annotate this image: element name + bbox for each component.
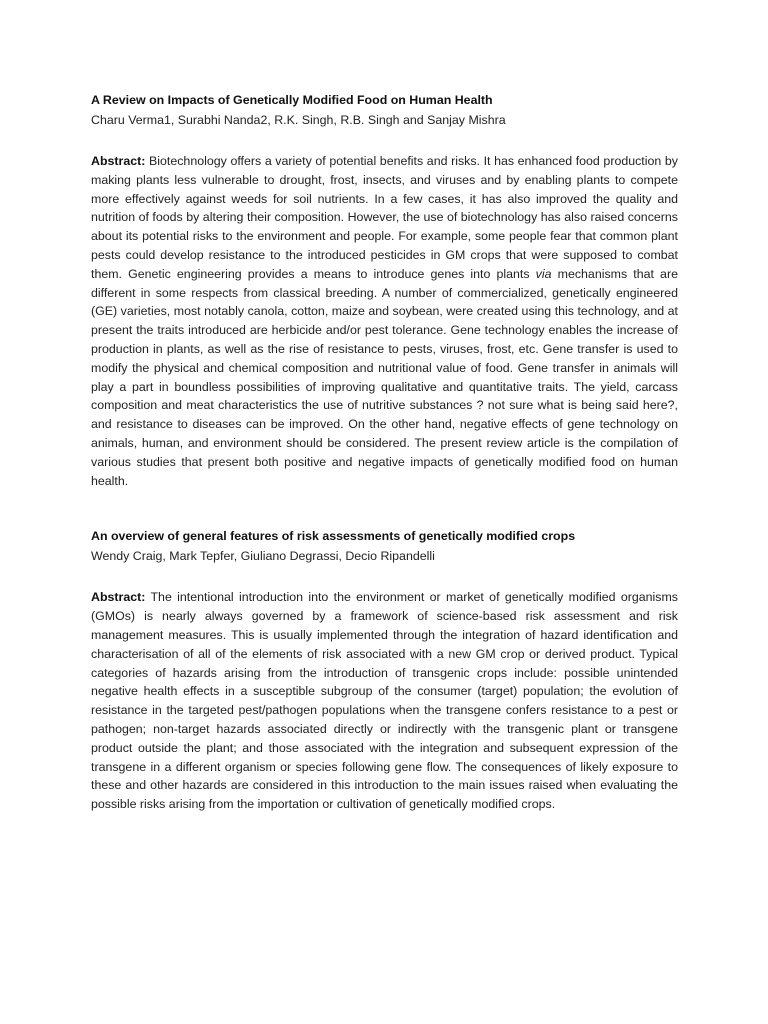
article-abstract [91, 152, 678, 490]
article-authors: Wendy Craig, Mark Tepfer, Giuliano Degrassi, Decio Ripandelli [91, 549, 435, 564]
article-1 [91, 90, 678, 490]
document-page [91, 90, 678, 814]
abstract-text: The intentional introduction into the environment or market of genetically modified organisms (GMOs) is nearly always governed by a framework of science-based risk assessment and risk management measures. This is usually implemented through the integration of hazard identification and characterisation of all of the elements of risk associated with a new GM crop or derived product. Typical categories of hazards arising from the introduction of transgenic crops include: possible unintended negative health effects in a susceptible subgroup of the consumer (target) population; the evolution of resistance in the targeted pest/pathogen populations when the transgene confers resistance to a pest or pathogen; non-target hazards associated directly or indirectly with the transgenic plant or transgene product outside the plant; and those associated with the integration and subsequent expression of the transgene in a different organism or species following gene flow. The consequences of likely exposure to these and other hazards are considered in this introduction to the main issues raised when evaluating the possible risks arising from the importation or cultivation of genetically modified crops. [91, 590, 678, 812]
article-title: A Review on Impacts of Genetically Modified Food on Human Health [91, 93, 493, 107]
abstract-label: Abstract: [91, 590, 146, 605]
article-authors: Charu Verma1, Surabhi Nanda2, R.K. Singh, R.B. Singh and Sanjay Mishra [91, 113, 506, 127]
article-abstract [91, 588, 678, 814]
abstract-text-part2: mechanisms that are different in some respects from classical breeding. A number of commercialized, genetically engineered (GE) varieties, most notably canola, cotton, maize and soybean, were created using this technology, and at present the traits introduced are herbicide and/or pest tolerance. Gene technology enables the increase of production in plants, as well as the rise of resistance to pests, viruses, frost, etc. Gene transfer is used to modify the physical and chemical composition and nutritional value of food. Gene transfer in animals will play a part in boundless possibilities of improving qualitative and quantitative traits. The yield, carcass composition and meat characteristics the use of nutritive substances ? not sure what is being said here?, and resistance to diseases can be improved. On the other hand, negative effects of gene technology on animals, human, and environment should be considered. The present review article is the compilation of various studies that present both positive and negative impacts of genetically modified food on human health. [91, 266, 678, 488]
article-title: An overview of general features of risk assessments of genetically modified crops [91, 529, 576, 544]
abstract-label: Abstract: [91, 154, 146, 168]
article-2 [91, 526, 678, 814]
abstract-italic-word: via [535, 266, 552, 281]
abstract-text-part1: Biotechnology offers a variety of potential benefits and risks. It has enhanced food production by making plants less vulnerable to drought, frost, insects, and viruses and by enabling plants to compete more effectively against weeds for soil nutrients. In a few cases, it has also improved the quality and nutrition of foods by altering their composition. However, the use of biotechnology has also raised concerns about its potential risks to the environment and people. For example, some people fear that common plant pests could develop resistance to the introduced pesticides in GM crops that were supposed to combat them. Genetic engineering provides a means to introduce genes into plants [91, 154, 678, 281]
